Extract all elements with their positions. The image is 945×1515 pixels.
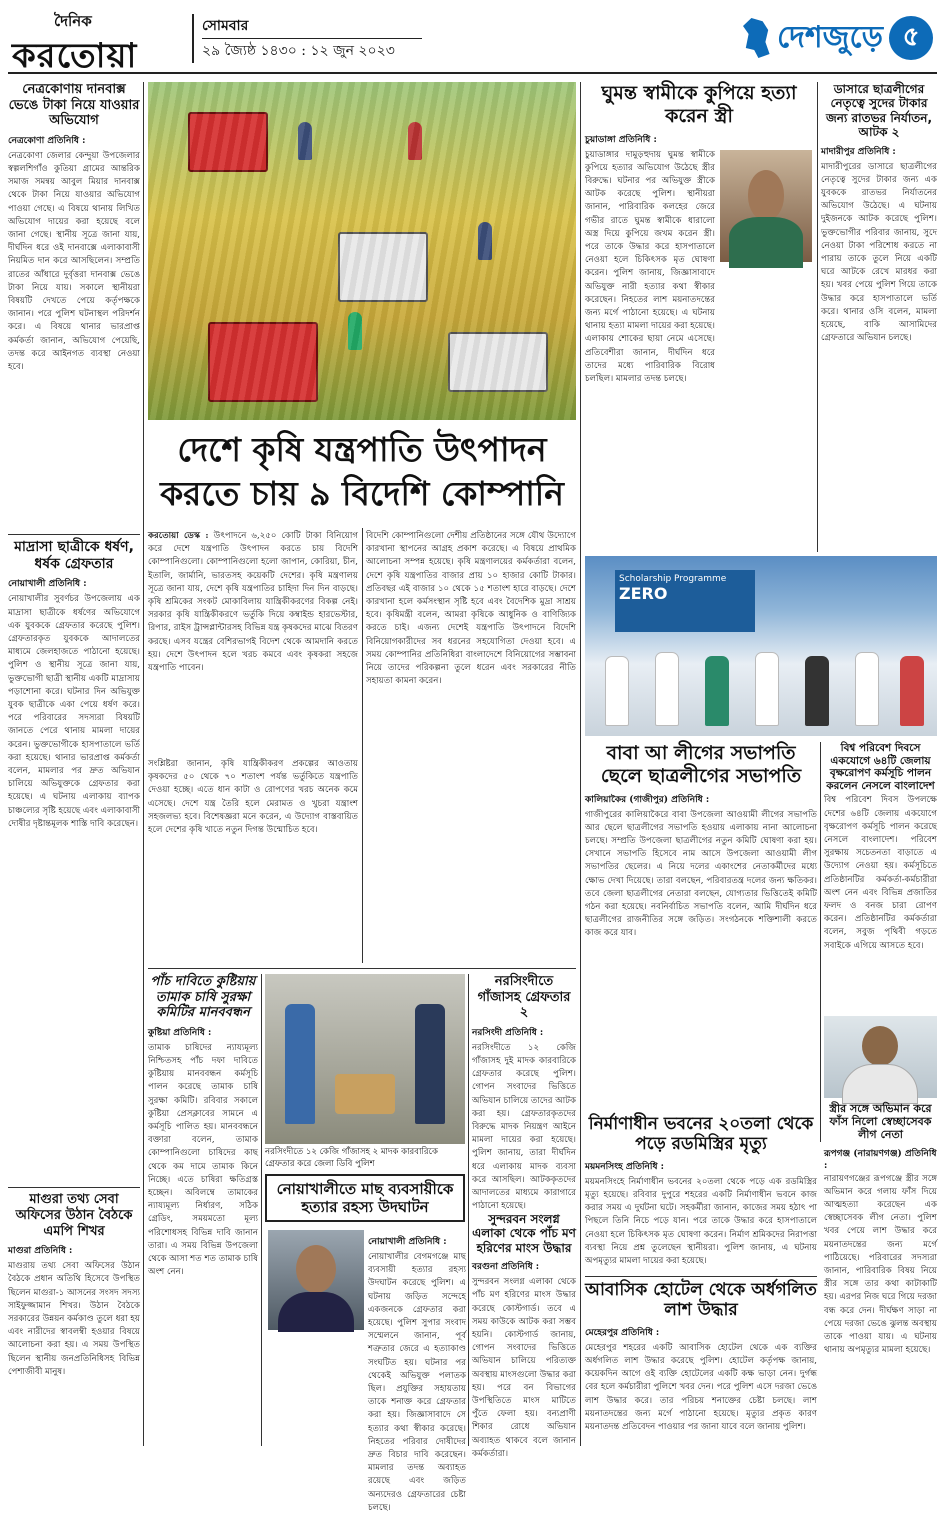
column-rule (580, 82, 581, 1446)
divider (8, 534, 140, 535)
issue-info (192, 14, 422, 63)
article-body: মাদারীপুরের ডাসারে ছাত্রলীগের নেতৃত্বে সুদের টাকার জন্য এক যুবককে রাতভর নির্যাতনের অভিযোগ উঠেছে। এ ঘটনায় দুইজনকে আটক করেছে পুলিশ। ভুক্তভোগীর পরিবার জানায়, সুদে নেওয়া টাকা পরিশোধ করতে না পারায় তাকে তুলে নিয়ে একটি ঘরে আটকে রেখে মারধর করা হয়। খবর পেয়ে পুলিশ গিয়ে তাকে উদ্ধার করে হাসপাতালে ভর্তি করে। থানার ওসি বলেন, মামলা হয়েছে, বাকি আসামিদের গ্রেফতারে অভিযান চলছে। (821, 161, 937, 344)
person-figure (655, 652, 679, 726)
section-rule (585, 1276, 817, 1277)
person-figure (605, 656, 629, 726)
column-rule (820, 742, 821, 1142)
masthead (8, 6, 937, 74)
section-tag (743, 12, 933, 64)
article-body: ময়মনসিংহে নির্মাণাধীন ভবনের ২০তলা থেকে পড়ে এক রডমিস্ত্রির মৃত্যু হয়েছে। রবিবার দুপুরে শহরের একটি নির্মাণাধীন ভবনে কাজ করার সময় এ দুর্ঘটনা ঘটে। সহকর্মীরা জানান, কাজের সময় হঠাৎ পা পিছলে তিনি নিচে পড়ে যান। পরে তাকে উদ্ধার করে হাসপাতালে নেওয়া হলে চিকিৎসক মৃত ঘোষণা করেন। নির্মাণ শ্রমিকদের নিরাপত্তা ব্যবস্থা নিয়ে প্রশ্ন তুলেছেন স্থানীয়রা। পুলিশ জানায়, এ ঘটনায় অপমৃত্যুর মামলা দায়ের করা হয়েছে। (585, 1176, 817, 1266)
divider (8, 1187, 140, 1188)
banner-line1: Scholarship Programme (619, 574, 727, 584)
article-body: মেহেরপুর শহরের একটি আবাসিক হোটেল থেকে এক ব্যক্তির অর্ধগলিত লাশ উদ্ধার করেছে পুলিশ। হোটেল কর্তৃপক্ষ জানায়, কয়েকদিন আগে ওই ব্যক্তি হোটেলের একটি কক্ষ ভাড়া নেন। দুর্গন্ধ বের হলে কর্মচারীরা পুলিশে খবর দেন। পরে পুলিশ এসে দরজা ভেঙে লাশ উদ্ধার করে। তার পরিচয় শনাক্তের চেষ্টা চলছে। লাশ ময়নাতদন্তের জন্য মর্গে পাঠানো হয়েছে। মৃত্যুর প্রকৃত কারণ ময়নাতদন্ত প্রতিবেদন পাওয়ার পর জানা যাবে বলে জানায় পুলিশ। (585, 1342, 817, 1432)
cloth (729, 217, 803, 267)
lead-text: উৎপাদনে ৬,২৫০ কোটি টাকা বিনিয়োগ করে দেশে যন্ত্রপাতি উৎপাদন করতে চায় বিদেশি কোম্পানিগুলো। কোম্পানিগুলো হলো জাপান, কোরিয়া, চীন, ইতালি, জার্মানি, ভারতসহ কয়েকটি দেশের। কৃষি মন্ত্রণালয় সূত্রে জানা যায়, দেশে কৃষি যন্ত্রপাতির চাহিদা দিন দিন বাড়ছে। কৃষি শ্রমিকের সংকট মোকাবিলায় যান্ত্রিকীকরণের বিকল্প নেই। সরকার কৃষি যান্ত্রিকীকরণে ভর্তুকি দিয়ে কম্বাইন্ড হারভেস্টার, রিপার, রাইস ট্রান্সপ্লান্টারসহ বিভিন্ন যন্ত্র কৃষকদের মাঝে বিতরণ করছে। এসব যন্ত্রের বেশিরভাগই বিদেশ থেকে আমদানি করতে হয়। দেশে উৎপাদন হলে খরচ কমবে এবং কৃষকরা সহজে যন্ত্রপাতি পাবেন। (148, 531, 358, 674)
person-figure (755, 652, 779, 726)
person-figure (855, 652, 879, 726)
article-madrasa (8, 539, 140, 1184)
face (296, 1245, 336, 1293)
article-narsingdi (472, 974, 576, 1210)
lead-body-part1 (148, 530, 358, 675)
article-magura (8, 1192, 140, 1430)
headline: নির্মাণাধীন ভবনের ২০তলা থেকে পড়ে রডমিস্ত্রির মৃত্যু (588, 1114, 814, 1155)
column-rule (261, 974, 262, 1446)
headline: মাদ্রাসা ছাত্রীকে ধর্ষণ, ধর্ষক গ্রেফতার (14, 538, 134, 572)
byline: ময়মনসিংহ প্রতিনিধি : (585, 1161, 664, 1172)
article-hotel (585, 1280, 817, 1446)
brand-small: দৈনিক (54, 12, 92, 30)
byline: বরগুনা প্রতিনিধি : (472, 1262, 540, 1273)
headline: বিশ্ব পরিবেশ দিবসে একযোগে ৬৪টি জেলায় বৃক্ষরোপণ কর্মসূচি পালন করলেন নেসলে বাংলাদেশ (826, 742, 935, 792)
article-environment (824, 742, 937, 1012)
lead-body-part3: সংশ্লিষ্টরা জানান, কৃষি যান্ত্রিকীকরণ প্রকল্পের আওতায় কৃষকদের ৫০ থেকে ৭০ শতাংশ পর্যন্ত ভর্তুকিতে যন্ত্রপাতি দেওয়া হচ্ছে। এতে ধান কাটা ও রোপণের খরচ অনেক কমে এসেছে। দেশে যন্ত্র তৈরি হলে মেরামত ও খুচরা যন্ত্রাংশ সহজলভ্য হবে। বিশেষজ্ঞরা মনে করেন, এ উদ্যোগ বাস্তবায়িত হলে দেশের কৃষি খাতে নতুন দিগন্ত উন্মোচিত হবে। (148, 759, 358, 836)
issue-day: সোমবার (202, 14, 422, 39)
byline: নোয়াখালী প্রতিনিধি : (368, 1237, 447, 1247)
article-body: চুয়াডাঙ্গার দামুড়হুদায় ঘুমন্ত স্বামীকে কুপিয়ে হত্যার অভিযোগ উঠেছে স্ত্রীর বিরুদ্ধে। ঘটনার পর অভিযুক্ত স্ত্রীকে আটক করেছে পুলিশ। স্থানীয়রা জানান, পারিবারিক কলহের জেরে গভীর রাতে ঘুমন্ত স্বামীকে ধারালো অস্ত্র দিয়ে কুপিয়ে জখম করেন স্ত্রী। পরে তাকে উদ্ধার করে হাসপাতালে নেওয়া হলে চিকিৎসক মৃত ঘোষণা করেন। পুলিশ জানায়, জিজ্ঞাসাবাদে অভিযুক্ত নারী হত্যার কথা স্বীকার করেছেন। নিহতের লাশ ময়নাতদন্তের জন্য মর্গে পাঠানো হয়েছে। এ ঘটনায় থানায় হত্যা মামলা দায়ের করা হয়েছে। এলাকায় শোকের ছায়া নেমে এসেছে। প্রতিবেশীরা জানান, দীর্ঘদিন ধরে তাদের মধ্যে পারিবারিক বিরোধ চলছিল। মামলার তদন্ত চলছে। (585, 149, 715, 385)
harvester-machine (188, 112, 268, 172)
lead-body-col1b (148, 756, 358, 966)
page-number: ৫ (889, 16, 933, 60)
byline: কুষ্টিয়া প্রতিনিধি : (148, 1027, 212, 1038)
byline: নেত্রকোণা প্রতিনিধি : (8, 135, 86, 146)
article-sundarban (472, 1212, 576, 1459)
deceased-photo (824, 1016, 937, 1098)
headline: আবাসিক হোটেল থেকে অর্ধগলিত লাশ উদ্ধার (585, 1280, 817, 1321)
article-body: গাজীপুরের কালিয়াকৈরে বাবা উপজেলা আওয়ামী লীগের সভাপতি আর ছেলে ছাত্রলীগের সভাপতি হওয়ায় এলাকায় নানা আলোচনা চলছে। সম্প্রতি উপজেলা ছাত্রলীগের নতুন কমিটি ঘোষণা করা হয়। সেখানে সভাপতি হিসেবে নাম আসে উপজেলা আওয়ামী লীগ সভাপতির ছেলের। এ নিয়ে দলের একাংশের নেতাকর্মীদের মধ্যে ক্ষোভ দেখা দিয়েছে। তারা বলছেন, পরিবারতন্ত্র দলের জন্য ক্ষতিকর। তবে জেলা ছাত্রলীগের নেতারা বলছেন, যোগ্যতার ভিত্তিতেই কমিটি গঠন করা হয়েছে। নবনির্বাচিত সভাপতি বলেন, আমি দীর্ঘদিন ধরে ছাত্রলীগের রাজনীতির সঙ্গে জড়িত। সংগঠনকে শক্তিশালী করতে কাজ করে যাব। (585, 809, 817, 939)
article-body: তামাক চাষিদের ন্যায্যমূল্য নিশ্চিতসহ পাঁচ দফা দাবিতে কুষ্টিয়ায় মানববন্ধন কর্মসূচি পালন করেছে তামাক চাষি সুরক্ষা কমিটি। রবিবার সকালে কুষ্টিয়া প্রেসক্লাবের সামনে এ কর্মসূচি পালিত হয়। মানববন্ধনে বক্তারা বলেন, তামাক কোম্পানিগুলো চাষিদের কাছ থেকে কম দামে তামাক কিনে নিচ্ছে। এতে চাষিরা ক্ষতিগ্রস্ত হচ্ছেন। অবিলম্বে তামাকের ন্যায্যমূল্য নির্ধারণ, সঠিক গ্রেডিং, সময়মতো মূল্য পরিশোধসহ বিভিন্ন দাবি জানান তারা। এ সময় বিভিন্ন উপজেলা থেকে আসা শত শত তামাক চাষি অংশ নেন। (148, 1042, 258, 1278)
newspaper-logo (8, 8, 183, 76)
headline: ঘুমন্ত স্বামীকে কুপিয়ে হত্যা করেন স্ত্রী (601, 82, 797, 127)
headline: ডাসারে ছাত্রলীগের নেতৃত্বে সুদের টাকার জন্য রাতভর নির্যাতন, আটক ২ (825, 82, 933, 140)
byline: চুয়াডাঙ্গা প্রতিনিধি : (585, 134, 657, 145)
lead-photo-harvest (148, 82, 576, 420)
headline: স্ত্রীর সঙ্গে অভিমান করে ফাঁস নিলো স্বেচ্ছাসেবক লীগ নেতা (829, 1102, 932, 1142)
shirt (278, 1292, 354, 1332)
bangladesh-map-icon (743, 18, 771, 58)
lead-body-part2: বিদেশি কোম্পানিগুলো দেশীয় প্রতিষ্ঠানের সঙ্গে যৌথ উদ্যোগে কারখানা স্থাপনের আগ্রহ প্রকাশ করেছে। এ বিষয়ে প্রাথমিক আলোচনা সম্পন্ন হয়েছে। কৃষি মন্ত্রণালয়ের কর্মকর্তারা বলেন, দেশে কৃষি যন্ত্রপাতির বাজার প্রায় ১০ হাজার কোটি টাকার। প্রতিবছর এই বাজার ১০ থেকে ১৫ শতাংশ হারে বাড়ছে। দেশে কারখানা হলে কর্মসংস্থান সৃষ্টি হবে এবং বৈদেশিক মুদ্রা সাশ্রয় হবে। কৃষিমন্ত্রী বলেন, আমরা কৃষিকে আধুনিক ও বাণিজ্যিক করতে চাই। এজন্য দেশেই যন্ত্রপাতি উৎপাদনে বিদেশি বিনিয়োগকারীদের সব ধরনের সহযোগিতা দেওয়া হবে। এ সময় কোম্পানির প্রতিনিধিরা বাংলাদেশে বিনিয়োগের সম্ভাবনা নিয়ে তাদের পরিকল্পনা তুলে ধরেন এবং সরকারের নীতি সহায়তা কামনা করেন। (366, 531, 576, 687)
group-photo-students (585, 556, 937, 736)
headline: বাবা আ লীগের সভাপতি ছেলে ছাত্রলীগের সভাপতি (600, 742, 802, 787)
narsingdi-photo (265, 974, 465, 1144)
farmer-figure (348, 312, 362, 350)
face (748, 170, 785, 220)
brand-name: করতোয়া (12, 36, 138, 76)
headline: মাগুরা তথ্য সেবা অফিসের উঠান বৈঠকে এমপি শিখর (15, 1192, 133, 1239)
article-netrokona (8, 82, 140, 530)
left-column (8, 82, 140, 1446)
column-rule (817, 82, 818, 552)
byline: মেহেরপুর প্রতিনিধি : (585, 1327, 660, 1338)
victim-photo (268, 1230, 364, 1330)
section-name: দেশজুড়ে (777, 19, 883, 55)
column-rule (468, 974, 469, 1446)
lead-byline: করতোয়া ডেস্ক : (148, 531, 209, 541)
transplanter-machine (448, 332, 548, 392)
headline: নোয়াখালীতে মাছ ব্যবসায়ীকে হত্যার রহস্য উদঘাটন (276, 1180, 454, 1216)
person-figure (900, 656, 924, 726)
article-body: মাগুরায় তথ্য সেবা অফিসের উঠান বৈঠকে প্রধান অতিথি হিসেবে উপস্থিত ছিলেন মাগুরা-১ আসনের সংসদ সদস্য সাইফুজ্জামান শিখর। উঠান বৈঠকে সরকারের উন্নয়ন কর্মকাণ্ড তুলে ধরা হয় এবং নারীদের স্বাবলম্বী হওয়ার বিষয়ে আলোচনা করা হয়। এ সময় উপস্থিত ছিলেন স্থানীয় জনপ্রতিনিধিসহ বিভিন্ন পেশাজীবী মানুষ। (8, 1261, 140, 1377)
column-rule (362, 528, 363, 963)
article-body: বিশ্ব পরিবেশ দিবস উপলক্ষে দেশের ৬৪টি জেলায় একযোগে বৃক্ষরোপণ কর্মসূচি পালন করেছে নেসলে বাংলাদেশ। পরিবেশ সুরক্ষায় সচেতনতা বাড়াতে এ উদ্যোগ নেওয়া হয়। কর্মসূচিতে প্রতিষ্ঠানটির কর্মকর্তা-কর্মচারীরা অংশ নেন এবং বিভিন্ন প্রজাতির ফলদ ও বনজ চারা রোপণ করেন। প্রতিষ্ঠানটির কর্মকর্তারা বলেন, সবুজ পৃথিবী গড়তে সবাইকে এগিয়ে আসতে হবে। (824, 795, 937, 951)
person-figure (705, 656, 729, 726)
article-body: নরসিংদীতে ১২ কেজি গাঁজাসহ দুই মাদক কারবারিকে গ্রেফতার করেছে পুলিশ। গোপন সংবাদের ভিত্তিতে অভিযান চালিয়ে তাদের আটক করা হয়। গ্রেফতারকৃতদের বিরুদ্ধে মাদক নিয়ন্ত্রণ আইনে মামলা দায়ের করা হয়েছে। পুলিশ জানায়, তারা দীর্ঘদিন ধরে এলাকায় মাদক ব্যবসা করে আসছিল। আটককৃতদের আদালতের মাধ্যমে কারাগারে পাঠানো হয়েছে। (472, 1042, 576, 1212)
farmer-figure (478, 222, 492, 260)
article-body: নেত্রকোণা জেলার কেন্দুয়া উপজেলার স্বল্পলশিগাঁও কুতিয়া গ্রামের আন্তরিক সমাজ সমন্বয় আবুল মিয়ার দানবাক্স থেকে টাকা নিয়ে যাওয়ার অভিযোগ পাওয়া গেছে। এ বিষয়ে থানায় লিখিত অভিযোগ দায়ের করা হয়েছে বলে জানা গেছে। স্থানীয় সূত্রে জানা যায়, দীর্ঘদিন ধরে ওই দানবাক্সে এলাকাবাসী নিয়মিত দান করে আসছিলেন। সম্প্রতি রাতের আঁধারে দুর্বৃত্তরা দানবাক্স ভেঙে টাকা নিয়ে যায়। সকালে স্থানীয়রা বিষয়টি দেখতে পেয়ে কর্তৃপক্ষকে জানান। পরে পুলিশ ঘটনাস্থল পরিদর্শন করে। এ বিষয়ে থানার ভারপ্রাপ্ত কর্মকর্তা জানান, অভিযোগ পেয়েছি, তদন্ত করে আইনগত ব্যবস্থা নেওয়া হবে। (8, 150, 140, 373)
article-body: নোয়াখালীর সুবর্ণচর উপজেলায় এক মাদ্রাসা ছাত্রীকে ধর্ষণের অভিযোগে এক যুবককে গ্রেফতার করেছে পুলিশ। গ্রেফতারকৃত যুবককে আদালতের মাধ্যমে জেলহাজতে পাঠানো হয়েছে। পুলিশ ও স্থানীয় সূত্রে জানা যায়, ভুক্তভোগী ছাত্রী স্থানীয় একটি মাদ্রাসায় পড়াশোনা করে। ঘটনার দিন অভিযুক্ত যুবক ছাত্রীকে একা পেয়ে ধর্ষণ করে। পরে পরিবারের সদস্যরা বিষয়টি জানতে পেরে থানায় মামলা দায়ের করেন। ভুক্তভোগীকে হাসপাতালে ভর্তি করা হয়েছে। থানার ভারপ্রাপ্ত কর্মকর্তা বলেন, মামলার পর দ্রুত অভিযান চালিয়ে অভিযুক্তকে গ্রেফতার করা হয়েছে। এ ঘটনায় এলাকায় ব্যাপক চাঞ্চল্যের সৃষ্টি হয়েছে এবং এলাকাবাসী দোষীর দৃষ্টান্তমূলক শাস্তি দাবি করেছেন। (8, 594, 140, 829)
banner-line2: ZERO (619, 584, 668, 603)
face (862, 1026, 898, 1066)
article-noakhali (368, 1230, 466, 1513)
issue-date: ২৯ জ্যৈষ্ঠ ১৪৩০ : ১২ জুন ২০২৩ (202, 43, 395, 59)
combine-machine (208, 322, 318, 402)
article-daser (821, 82, 937, 552)
headline: নরসিংদীতে গাঁজাসহ গ্রেফতার ২ (477, 974, 571, 1021)
lead-body-col1 (148, 528, 358, 756)
byline: কালিয়াকৈর (গাজীপুর) প্রতিনিধি : (585, 794, 710, 805)
article-suicide (824, 1102, 937, 1446)
byline: নরসিংদী প্রতিনিধি : (472, 1027, 544, 1038)
lead-body-col2 (366, 528, 576, 963)
seized-package (335, 1074, 395, 1114)
photo-caption: নরসিংদীতে ১২ কেজি গাঁজাসহ ২ মাদক কারবারিকে গ্রেফতার করে জেলা ডিবি পুলিশ (265, 1147, 438, 1169)
noakhali-headline-box (265, 1174, 465, 1222)
column-rule (143, 82, 144, 1446)
article-body: নারায়ণগঞ্জের রূপগঞ্জে স্ত্রীর সঙ্গে অভিমান করে গলায় ফাঁস দিয়ে আত্মহত্যা করেছেন এক স্বেচ্ছাসেবক লীগ নেতা। পুলিশ খবর পেয়ে লাশ উদ্ধার করে ময়নাতদন্তের জন্য মর্গে পাঠিয়েছে। পরিবারের সদস্যরা জানান, পারিবারিক বিষয় নিয়ে স্ত্রীর সঙ্গে তার কথা কাটাকাটি হয়। এরপর নিজ ঘরে গিয়ে দরজা বন্ধ করে দেন। দীর্ঘক্ষণ সাড়া না পেয়ে দরজা ভেঙে ঝুলন্ত অবস্থায় তাকে পাওয়া যায়। এ ঘটনায় থানায় অপমৃত্যুর মামলা হয়েছে। (824, 1173, 937, 1356)
lead-headline: দেশে কৃষি যন্ত্রপাতি উৎপাদন করতে চায় ৯ বিদেশি কোম্পানি (160, 430, 564, 513)
article-aloyi (585, 742, 817, 1112)
event-banner (615, 570, 755, 632)
headline: পাঁচ দাবিতে কুষ্টিয়ায় তামাক চাষি সুরক্ষা কমিটির মানববন্ধন (150, 974, 256, 1021)
section-rule (148, 968, 576, 969)
article-body: নোয়াখালীর বেগমগঞ্জে মাছ ব্যবসায়ী হত্যার রহস্য উদঘাটন করেছে পুলিশ। এ ঘটনায় জড়িত সন্দেহে একজনকে গ্রেফতার করা হয়েছে। পুলিশ সুপার সংবাদ সম্মেলনে জানান, পূর্ব শত্রুতার জেরে এ হত্যাকাণ্ড সংঘটিত হয়। ঘটনার পর থেকেই অভিযুক্ত পলাতক ছিল। প্রযুক্তির সহায়তায় তাকে শনাক্ত করে গ্রেফতার করা হয়। জিজ্ঞাসাবাদে সে হত্যার কথা স্বীকার করেছে। নিহতের পরিবার দোষীদের দ্রুত বিচার দাবি করেছেন। মামলার তদন্ত অব্যাহত রয়েছে এবং জড়িত অন্যদেরও গ্রেফতারের চেষ্টা চলছে। (368, 1252, 466, 1513)
officer-figure (415, 1004, 445, 1124)
article-kushtia (148, 974, 258, 1446)
byline: নোয়াখালী প্রতিনিধি : (8, 579, 87, 590)
article-building (585, 1114, 817, 1274)
headline: নেত্রকোণায় দানবাক্স ভেঙে টাকা নিয়ে যাওয়ার অভিযোগ (8, 82, 140, 129)
byline: মাগুরা প্রতিনিধি : (8, 1246, 73, 1257)
officer-figure (285, 1004, 315, 1124)
farmer-figure (408, 122, 422, 160)
headline: সুন্দরবন সংলগ্ন এলাকা থেকে পাঁচ মণ হরিণের মাংস উদ্ধার (472, 1212, 576, 1255)
accused-photo (720, 150, 812, 262)
shirt (842, 1064, 918, 1104)
byline: মাদারীপুর প্রতিনিধি : (821, 146, 896, 157)
article-body: সুন্দরবন সংলগ্ন এলাকা থেকে পাঁচ মণ হরিণের মাংস উদ্ধার করেছে কোস্টগার্ড। তবে এ সময় কাউকে আটক করা সম্ভব হয়নি। কোস্টগার্ড জানায়, গোপন সংবাদের ভিত্তিতে অভিযান চালিয়ে পরিত্যক্ত অবস্থায় মাংসগুলো উদ্ধার করা হয়। পরে বন বিভাগের উপস্থিতিতে মাংস মাটিতে পুঁতে ফেলা হয়। বন্যপ্রাণী শিকার রোধে অভিযান অব্যাহত থাকবে বলে জানান কর্মকর্তারা। (472, 1277, 576, 1459)
reaper-machine (338, 232, 428, 302)
byline: রূপগঞ্জ (নারায়ণগঞ্জ) প্রতিনিধি : (824, 1148, 937, 1171)
farmer-figure (298, 122, 312, 160)
person-figure (805, 656, 829, 726)
